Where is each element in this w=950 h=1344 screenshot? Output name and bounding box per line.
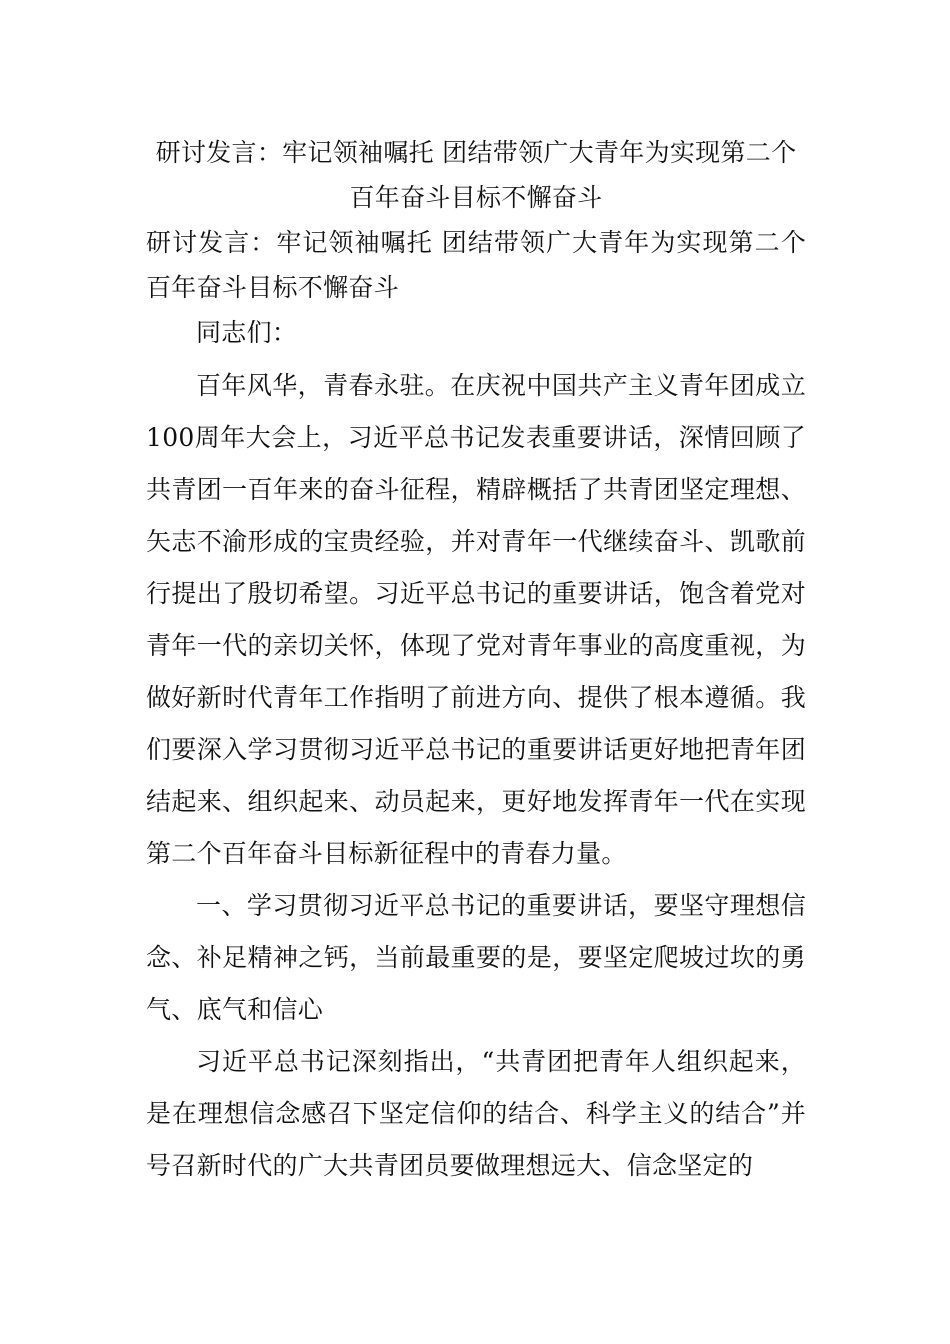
paragraph-section-heading: 一、学习贯彻习近平总书记的重要讲话，要坚守理想信念、补足精神之钙，当前最重要的是，要坚定爬坡过坎的勇气、底气和信心: [146, 891, 806, 1024]
paragraph-body: 习近平总书记深刻指出，“共青团把青年人组织起来，是在理想信念感召下坚定信仰的结合、科学主义的结合”并号召新时代的广大共青团员要做理想远大、信念坚定的: [146, 1047, 806, 1180]
document-subtitle: 研讨发言：牢记领袖嘱托 团结带领广大青年为实现第二个百年奋斗目标不懈奋斗: [146, 228, 806, 302]
paragraph-intro: 百年风华，青春永驻。在庆祝中国共产主义青年团成立100周年大会上，习近平总书记发表重要讲话，深情回顾了共青团一百年来的奋斗征程，精辟概括了共青团坚定理想、矢志不渝形成的宝贵经验，并对青年一代继续奋斗、凯歌前行提出了殷切希望。习近平总书记的重要讲话，饱含着党对青年一代的亲切关怀，体现了党对青年事业的高度重视，为做好新时代青年工作指明了前进方向、提供了根本遵循。我们要深入学习贯彻习近平总书记的重要讲话更好地把青年团结起来、组织起来、动员起来，更好地发挥青年一代在实现第二个百年奋斗目标新征程中的青春力量。: [146, 371, 806, 868]
document-title: [146, 130, 806, 220]
document-body: [146, 130, 806, 1192]
document-title-line-1: 研讨发言：牢记领袖嘱托 团结带领广大青年为实现第二个: [155, 138, 797, 167]
document-title-line-2: 百年奋斗目标不懈奋斗: [349, 183, 603, 212]
greeting: 同志们：: [196, 318, 298, 347]
